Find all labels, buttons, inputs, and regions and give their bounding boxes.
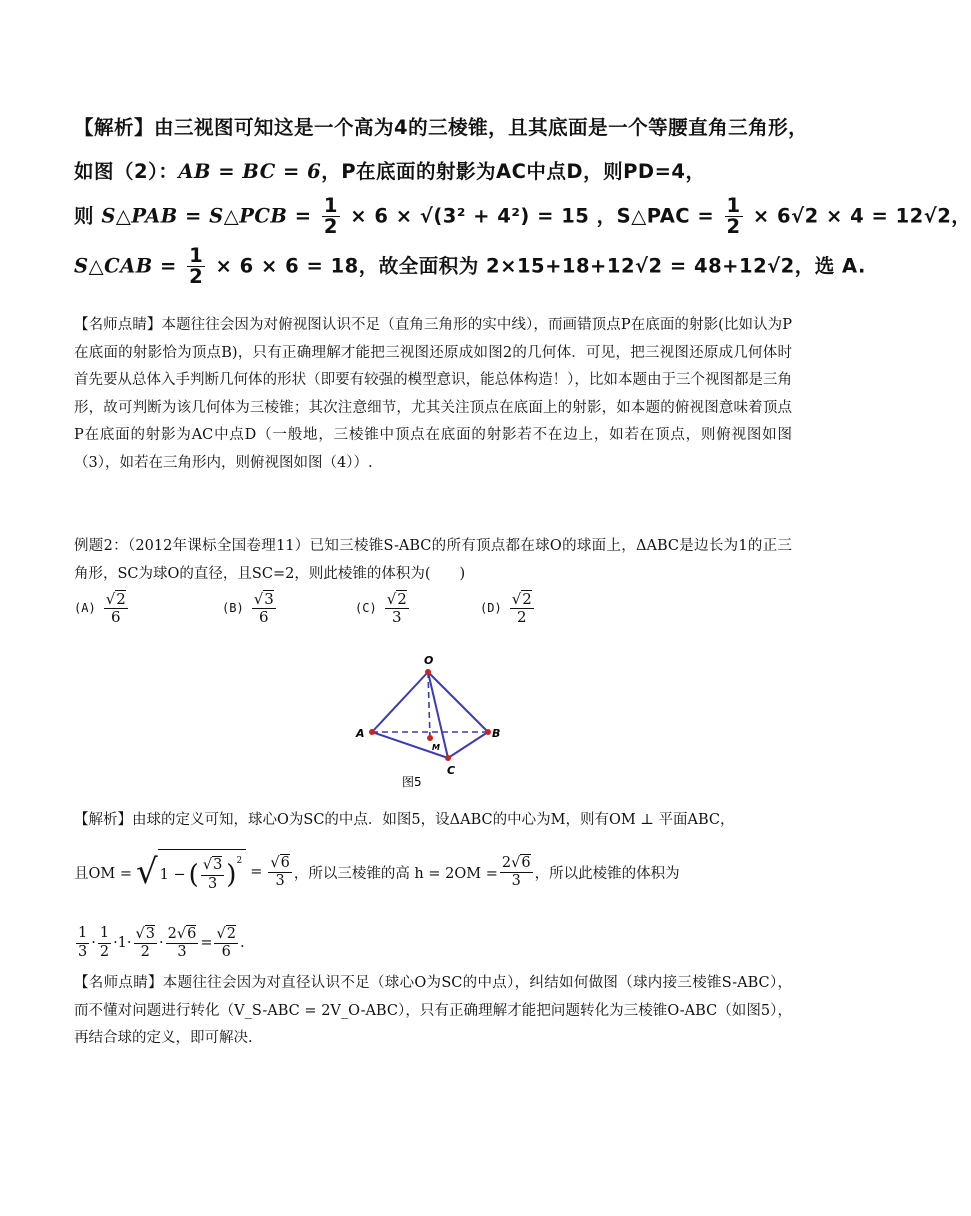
label-b: B bbox=[492, 727, 501, 740]
point-m bbox=[427, 735, 433, 741]
analysis2-volume: 1 3 · 1 2 ·1· √3 2 · 2√6 3 = √2 6 . bbox=[78, 925, 245, 960]
analysis2-line2: 且OM = √ 1 − ( √3 3 ) $^2$ = $\frac{√6}{3}$ ，所以三棱锥的高 h = 2OM = $\frac{2√6}{3}$ ，所以此棱锥的体积为 bbox=[74, 842, 680, 902]
point-b bbox=[485, 729, 491, 735]
analysis1-line4: S△CAB = $\frac{1}{2}$ × 6 × 6 = 18，故全面积为 2×15+18+12√2 = 48+12√2，选 A. bbox=[74, 244, 866, 289]
om-radical: √ 1 − ( √3 3 ) $^2$ bbox=[136, 849, 246, 895]
label-o: O bbox=[424, 654, 434, 667]
edge-ob bbox=[428, 672, 488, 732]
label-m: M bbox=[432, 743, 440, 752]
analysis-image-block bbox=[74, 110, 971, 292]
label-a: A bbox=[356, 727, 365, 740]
edge-oa bbox=[372, 672, 428, 732]
example2-question: 例题2：（2012年课标全国卷理11）已知三棱锥S-ABC的所有顶点都在球O的球面上，ΔABC是边长为1的正三角形，SC为球O的直径，且SC=2，则此棱锥的体积为( ) bbox=[74, 538, 792, 582]
figure-5-pyramid bbox=[350, 650, 510, 792]
label-c: C bbox=[447, 764, 456, 777]
tip1-paragraph: 【名师点睛】本题往往会因为对俯视图认识不足（直角三角形的实中线），而画错顶点P在底面的射影(比如认为P在底面的射影恰为顶点B)，只有正确理解才能把三视图还原成如图2的几何体．可见，把三视图还原成几何体时首先要从总体入手判断几何体的形状（即要有较强的模型意识，能总体构造！），比如本题由于三个视图都是三角形，故可判断为该几何体为三棱锥；其次注意细节，尤其关注顶点在底面上的射影，如本题的俯视图意味着顶点P在底面的射影为AC中点D（一般地，三棱锥中顶点在底面的射影若不在边上，如若在顶点，则俯视图如图（3），如若在三角形内，则俯视图如图（4））. bbox=[74, 317, 792, 471]
tip2-paragraph: 【名师点睛】本题往往会因为对直径认识不足（球心O为SC的中点），纠结如何做图（球内接三棱锥S-ABC），而不懂对问题进行转化（V_S-ABC = 2V_O-ABC），只有正确理解才能把问题转化为三棱锥O-ABC（如图5），再结合球的定义，即可解决. bbox=[74, 975, 792, 1046]
half-fraction: $\frac{1}{2}$ bbox=[323, 194, 338, 239]
point-a bbox=[369, 729, 375, 735]
choice-c[interactable]: (C) √2 3 bbox=[355, 590, 407, 627]
answer-choices bbox=[74, 590, 792, 640]
point-o bbox=[425, 669, 431, 675]
choice-a[interactable]: (A) √2 6 bbox=[74, 590, 126, 627]
analysis2-line1: 【解析】由球的定义可知，球心O为SC的中点．如图5，设ΔABC的中心为M，则有OM ⊥ 平面ABC， bbox=[74, 812, 735, 828]
analysis1-line3: 则 S△PAB = S△PCB = $\frac{1}{2}$ × 6 × √(3² + 4²) = 15 ，S△PAC = $\frac{1}{2}$ × 6√2 × 4 = 12√2， bbox=[74, 194, 971, 239]
analysis1-line2: 如图（2）：AB = BC = 6，P在底面的射影为AC中点D，则PD=4， bbox=[74, 160, 706, 183]
choice-d[interactable]: (D) √2 2 bbox=[480, 590, 532, 627]
choice-b[interactable]: (B) √3 6 bbox=[222, 590, 274, 627]
point-c bbox=[445, 755, 451, 761]
figure-caption: 图5 bbox=[402, 775, 422, 789]
edge-bc bbox=[448, 732, 488, 758]
analysis1-line1: 【解析】由三视图可知这是一个高为4的三棱锥，且其底面是一个等腰直角三角形， bbox=[74, 116, 809, 139]
